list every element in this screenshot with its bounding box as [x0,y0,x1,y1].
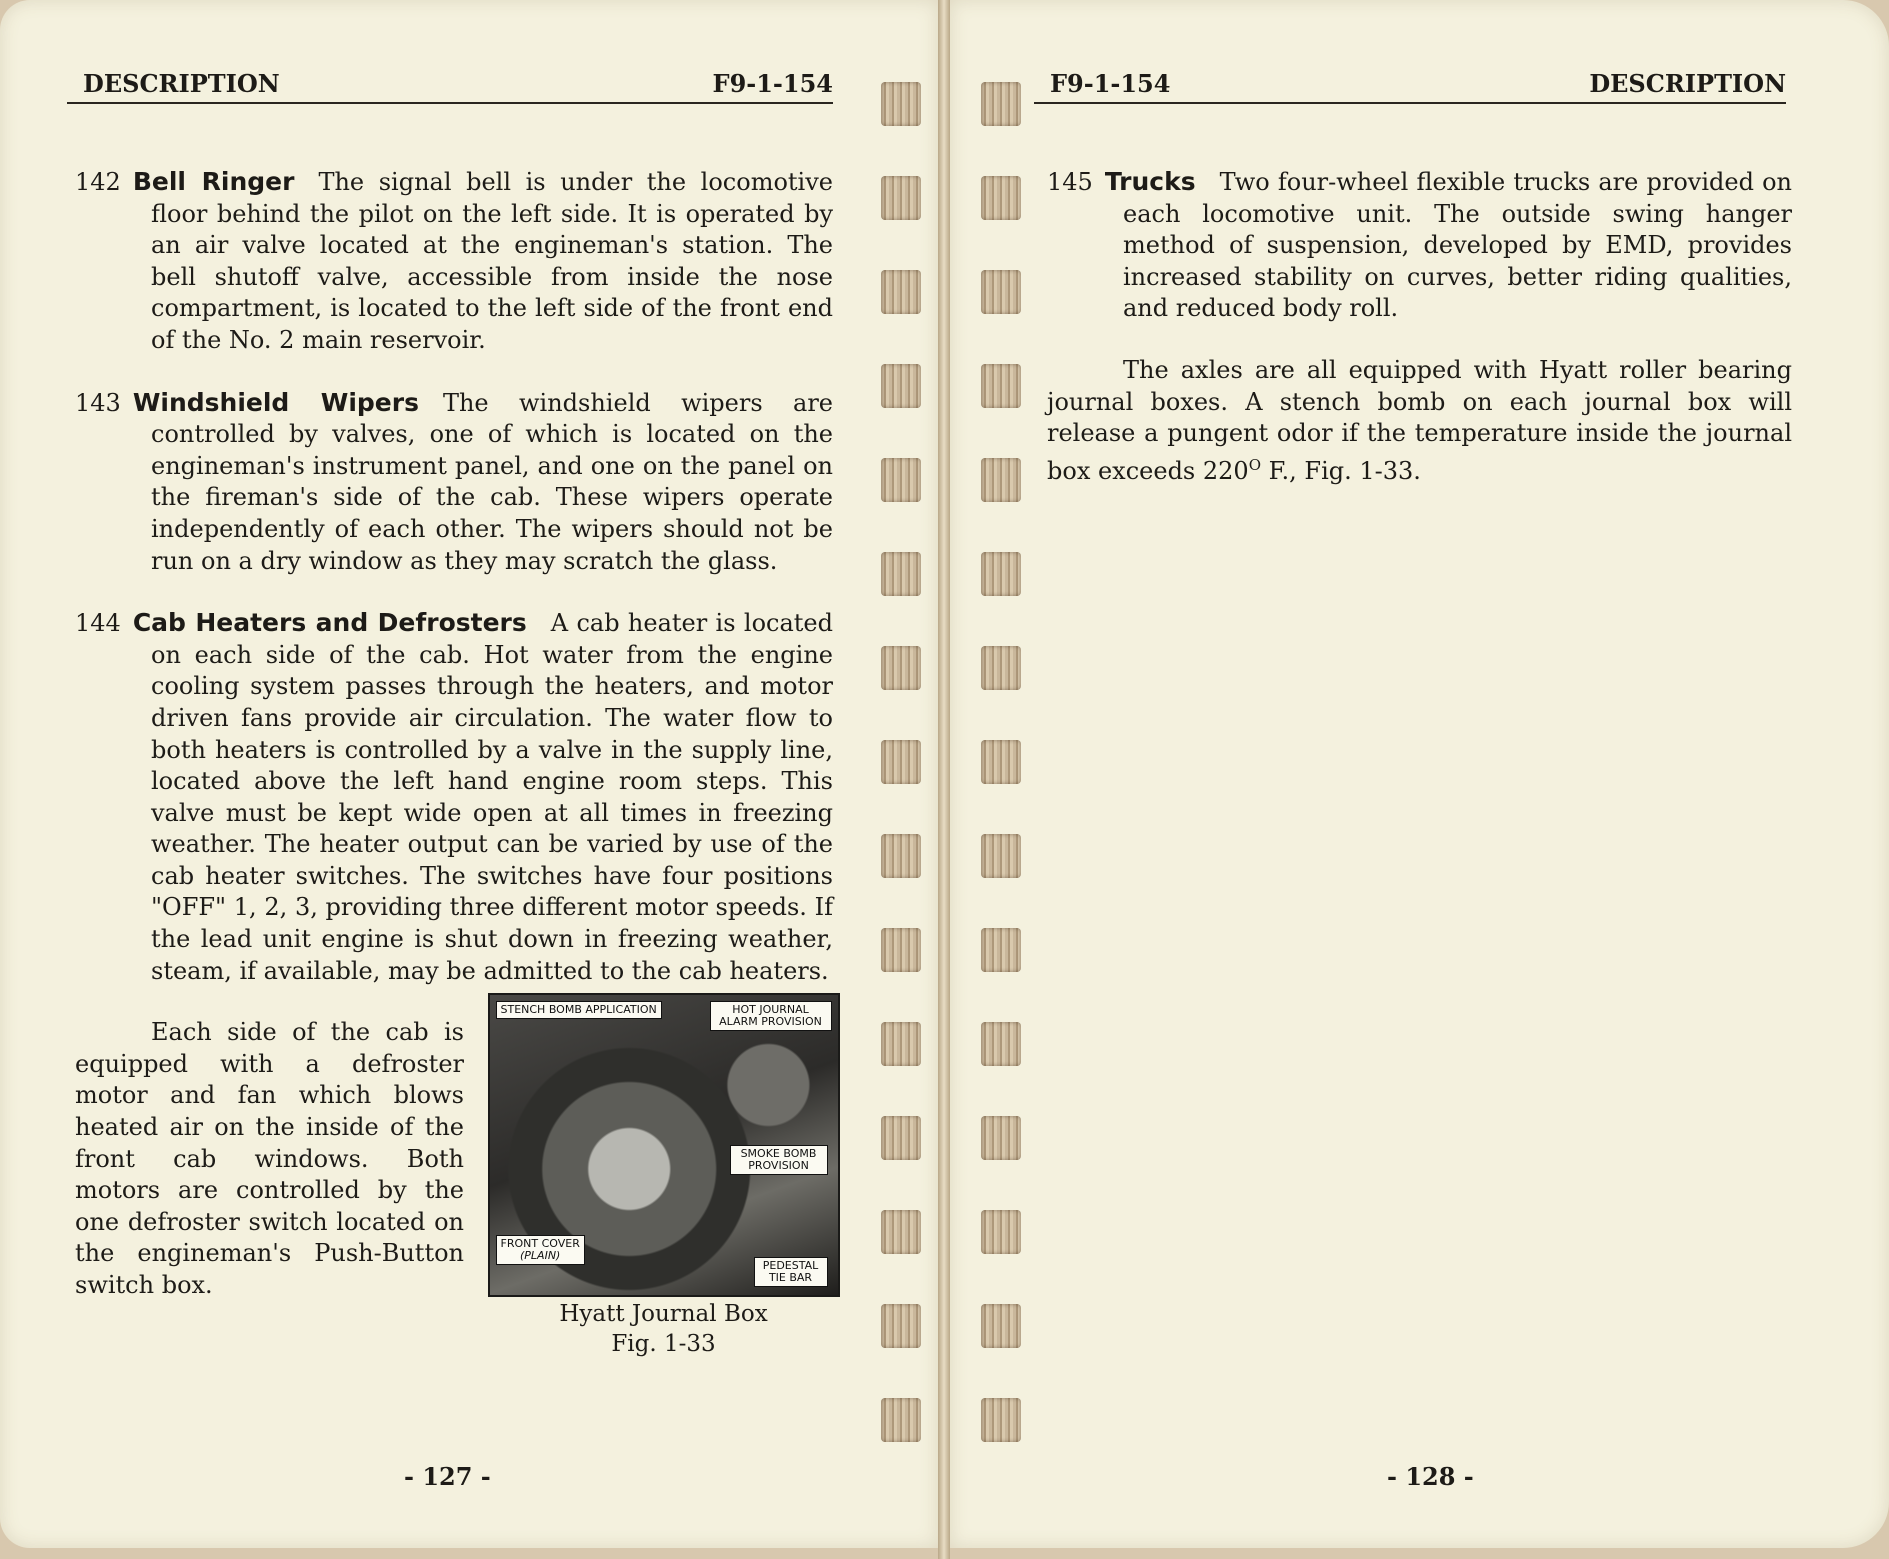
binding-hole [881,552,921,596]
axles-text-end: F., Fig. 1-33. [1261,456,1421,485]
label-pedestal: PEDESTAL TIE BAR [754,1257,828,1287]
binding-hole [881,82,921,126]
binding-hole [881,928,921,972]
label-hot-journal: HOT JOURNAL ALARM PROVISION [710,1001,832,1031]
page-content [75,166,833,1359]
binding-hole [981,552,1021,596]
binding-hole [881,364,921,408]
page-number: - 127 - [404,1462,491,1491]
binding-holes-left [881,82,923,1462]
section-143 [75,387,833,578]
header-section-title: DESCRIPTION [1589,69,1786,98]
label-front-cover [496,1235,585,1265]
page-header [67,70,833,104]
binding-hole [981,1304,1021,1348]
binding-hole [981,928,1021,972]
binding-hole [981,834,1021,878]
page-content [1047,166,1792,487]
section-145 [1047,166,1792,325]
figure-caption [486,1299,841,1359]
section-title: Bell Ringer [132,167,295,196]
binding-hole [981,270,1021,314]
binding-hole [881,646,921,690]
label-stench-bomb: STENCH BOMB APPLICATION [496,1001,662,1019]
binding-holes-right [981,82,1023,1462]
binding-hole [981,646,1021,690]
section-title: Cab Heaters and Defrosters [132,608,527,638]
binding-hole [981,458,1021,502]
section-text: The windshield wipers are controlled by valves, one of which is located on the engineman's instrument panel, and one on the panel on the fireman's side of the cab. These wipers operate independently of each other. The wipers should not be run on a dry window as they may scratch the glass. [151,388,834,575]
binding-hole [881,740,921,784]
section-title: Trucks [1104,167,1196,196]
section-number: 142 [75,168,121,196]
binding-hole [881,176,921,220]
section-142 [75,166,833,357]
binding-hole [981,740,1021,784]
label-smoke-bomb: SMOKE BOMB PROVISION [730,1145,828,1175]
binding-hole [881,458,921,502]
page-number: - 128 - [1387,1462,1474,1491]
page-header [1034,70,1786,104]
left-page [0,0,938,1548]
section-144 [75,607,833,987]
section-number: 143 [75,388,121,417]
binding-hole [981,1398,1021,1442]
section-title: Windshield Wipers [132,387,419,417]
header-section-title: DESCRIPTION [83,69,280,98]
section-text: The signal bell is under the locomotive floor behind the pilot on the left side. It is operated by an air valve located at the engineman's station. The bell shutoff valve, accessible from inside the nose compartment, is located to the left side of the front end of the No. 2 main reservoir. [151,168,833,354]
binding-hole [981,1210,1021,1254]
book-gutter [938,0,950,1559]
figure-caption-title: Hyatt Journal Box [559,1301,768,1328]
binding-hole [881,270,921,314]
binding-hole [981,176,1021,220]
binding-hole [981,1022,1021,1066]
label-front-cover-title: FRONT COVER [500,1237,580,1251]
binding-hole [881,1116,921,1160]
header-document-id: F9-1-154 [712,69,833,98]
journal-box-photo [488,993,840,1297]
binding-hole [881,834,921,878]
label-front-cover-sub: (PLAIN) [520,1249,561,1263]
binding-hole [981,1116,1021,1160]
binding-hole [881,1398,921,1442]
figure-hyatt-journal-box [486,993,841,1359]
section-number: 145 [1047,168,1093,196]
section-text: Two four-wheel flexible trucks are provided on each locomotive unit. The outside swing hanger method of suspension, developed by EMD, provides increased stability on curves, better riding qualities, and reduced body roll. [1123,168,1792,323]
binding-hole [981,364,1021,408]
figure-caption-number: Fig. 1-33 [611,1331,716,1358]
degree-superscript: O [1248,455,1261,474]
binding-hole [881,1210,921,1254]
axles-text: The axles are all equipped with Hyatt roller bearing journal boxes. A stench bomb on each journal box will release a pungent odor if the temperature inside the journal box exceeds 220 [1047,355,1792,485]
right-page [950,0,1889,1548]
binding-hole [881,1022,921,1066]
defroster-paragraph: Each side of the cab is equipped with a defroster motor and fan which blows heated air on the inside of the front cab windows. Both motors are controlled by the one defroster switch located on the engineman's Push-Button switch box. [75,1018,464,1299]
binding-hole [981,82,1021,126]
header-document-id: F9-1-154 [1050,69,1171,98]
binding-hole [881,1304,921,1348]
section-number: 144 [75,609,121,638]
axles-paragraph [1047,355,1792,487]
section-text: A cab heater is located on each side of the cab. Hot water from the engine cooling system passes through the heaters, and motor driven fans provide air circulation. The water flow to both heaters is controlled by a valve in the supply line, located above the left hand engine room steps. This valve must be kept wide open at all times in freezing weather. The heater output can be varied by use of the cab heater switches. The switches have four positions "OFF" 1, 2, 3, providing three different motor speeds. If the lead unit engine is shut down in freezing weather, steam, if available, may be admitted to the cab heaters. [151,609,833,985]
